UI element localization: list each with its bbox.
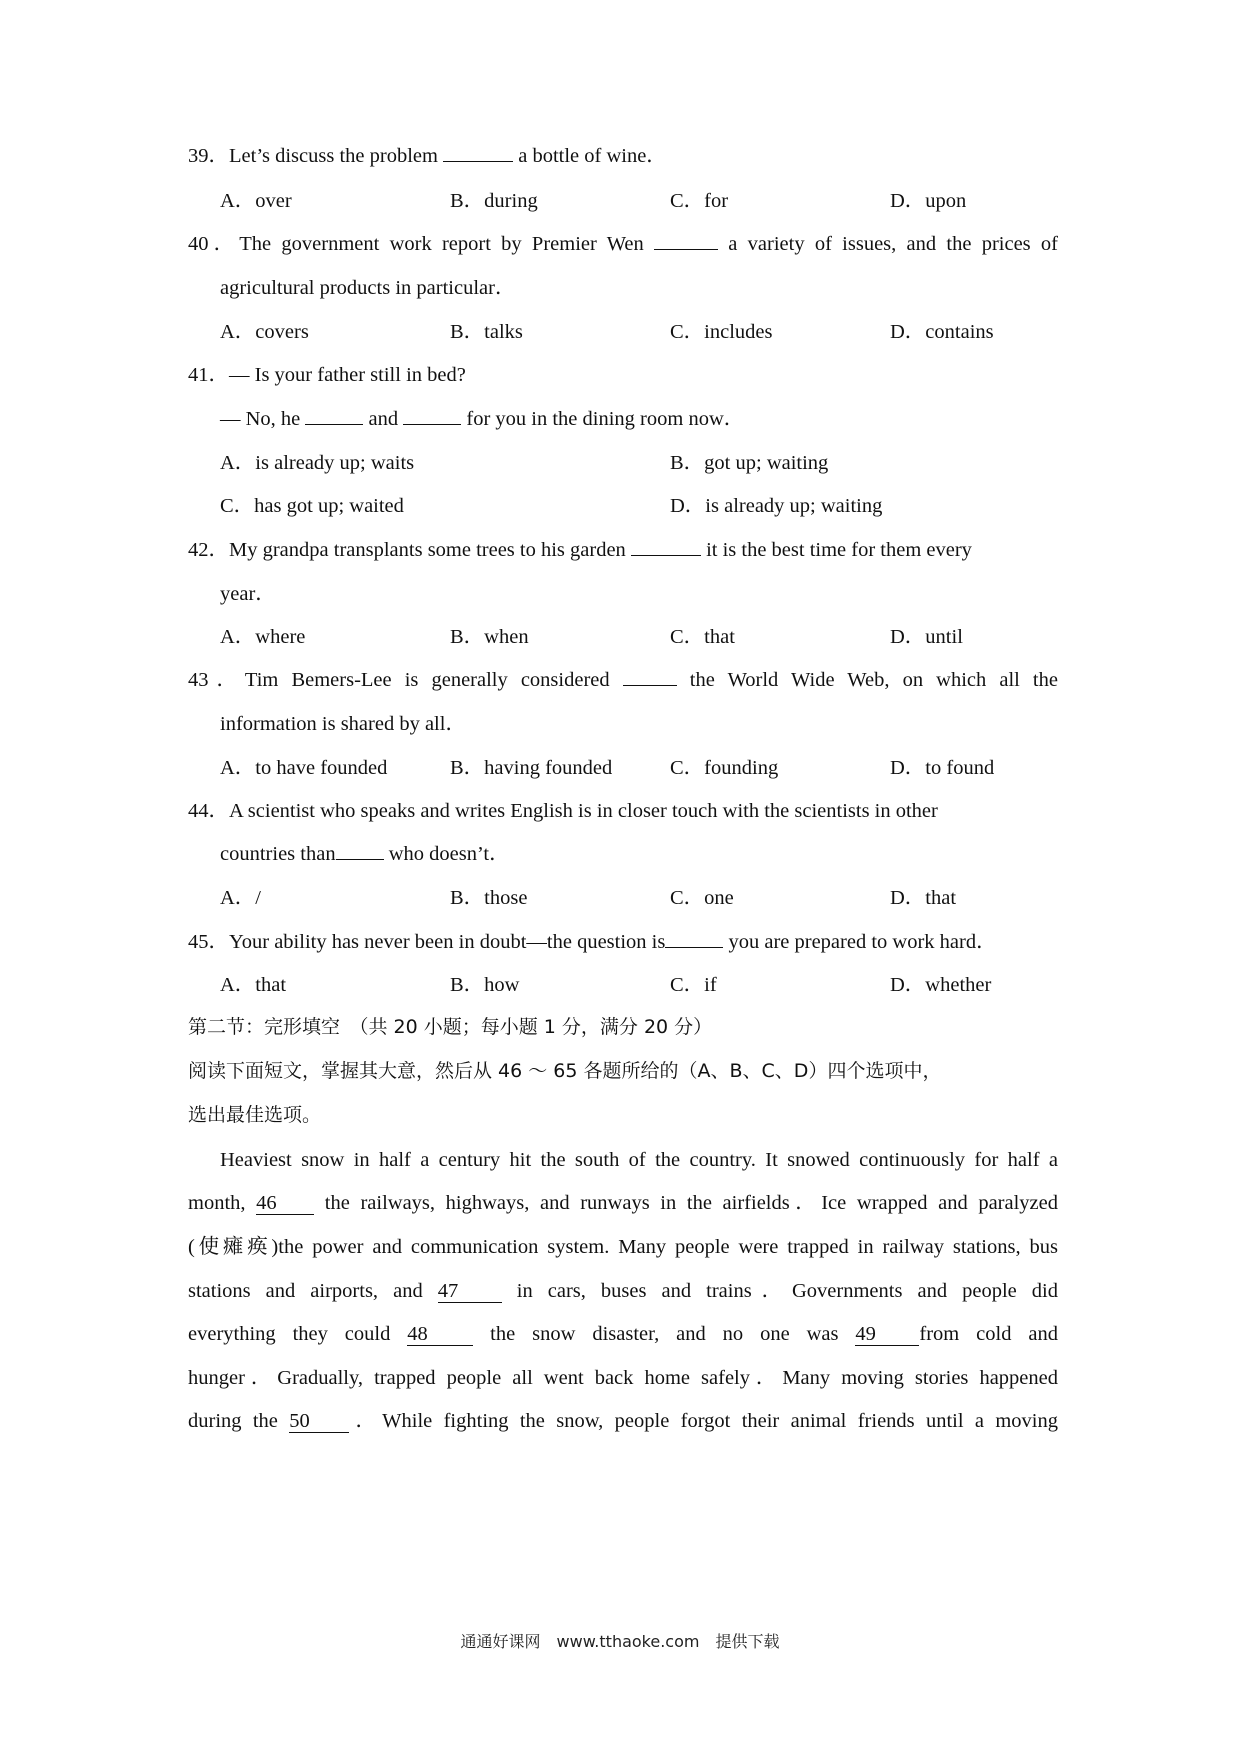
option-a: A．/ (220, 887, 261, 909)
question-41-reply: — No, he and for you in the dining room now． (220, 408, 745, 430)
cloze-blank-47: 47 (438, 1280, 502, 1303)
question-45: 45．Your ability has never been in doubt—the question is you are prepared to work hard． (188, 931, 997, 953)
option-a: A．covers (220, 321, 309, 343)
question-43: 43．Tim Bemers-Lee is generally considered the World Wide Web, on which all the (188, 669, 1058, 691)
question-44: 44．A scientist who speaks and writes English is in closer touch with the scientists in other (188, 800, 938, 822)
question-42: 42．My grandpa transplants some trees to his garden it is the best time for them every (188, 539, 972, 561)
options-42 (220, 622, 1080, 652)
option-b: B．when (450, 626, 529, 648)
option-c: C．has got up; waited (220, 495, 404, 517)
option-d: D．whether (890, 974, 992, 996)
option-b: B．having founded (450, 757, 613, 779)
option-a: A．is already up; waits (220, 452, 415, 474)
options-40 (220, 317, 1080, 347)
option-c: C．one (670, 887, 734, 909)
answer-blank (443, 143, 513, 162)
cloze-blank-46: 46 (256, 1192, 314, 1215)
cloze-blank-50: 50 (289, 1410, 349, 1433)
option-b: B．how (450, 974, 520, 996)
answer-blank (623, 667, 677, 686)
passage-line: everything they could 48 the snow disaster, and no one was 49 from cold and (188, 1323, 1058, 1345)
option-c: C．for (670, 190, 729, 212)
option-d: D．is already up; waiting (670, 495, 883, 517)
options-39 (220, 186, 1080, 216)
option-b: B．talks (450, 321, 523, 343)
option-d: D．until (890, 626, 963, 648)
options-43 (220, 753, 1080, 783)
option-b: B．during (450, 190, 538, 212)
question-39: 39．Let’s discuss the problem a bottle of wine． (188, 145, 667, 167)
cloze-blank-48: 48 (407, 1323, 473, 1346)
section-instruction-2: 选出最佳选项。 (188, 1104, 322, 1126)
option-c: C．includes (670, 321, 773, 343)
passage-line: (使瘫痪)the power and communication system. Many people were trapped in railway stations, bus (188, 1236, 1058, 1258)
option-b: B．those (450, 887, 528, 909)
answer-blank (631, 537, 701, 556)
options-45 (220, 970, 1080, 1000)
options-41-row1 (220, 448, 1080, 478)
passage-line: Heaviest snow in half a century hit the south of the country. It snowed continuously for half a (220, 1149, 1058, 1171)
options-44 (220, 883, 1080, 913)
options-41-row2 (220, 491, 1080, 521)
question-40: 40．The government work report by Premier Wen a variety of issues, and the prices of (188, 233, 1058, 255)
section-instruction: 阅读下面短文，掌握其大意，然后从 46 ～ 65 各题所给的（A、B、C、D）四个选项中， (188, 1060, 942, 1082)
question-40-line2: agricultural products in particular． (220, 277, 516, 299)
passage-line: stations and airports, and 47 in cars, buses and trains．Governments and people did (188, 1280, 1058, 1302)
option-d: D．contains (890, 321, 994, 343)
answer-blank (305, 406, 363, 425)
option-a: A．over (220, 190, 292, 212)
option-c: C．if (670, 974, 717, 996)
passage-line: hunger．Gradually, trapped people all went back home safely．Many moving stories happened (188, 1367, 1058, 1389)
section-heading: 第二节：完形填空 （共 20 小题；每小题 1 分，满分 20 分） (188, 1016, 713, 1038)
page-footer: 通通好课网 www.tthaoke.com 提供下载 (460, 1632, 780, 1651)
option-c: C．that (670, 626, 735, 648)
option-d: D．upon (890, 190, 967, 212)
question-44-line2: countries than who doesn’t． (220, 843, 510, 865)
cloze-blank-49: 49 (855, 1323, 919, 1346)
question-43-line2: information is shared by all． (220, 713, 466, 735)
answer-blank (403, 406, 461, 425)
option-d: D．to found (890, 757, 995, 779)
answer-blank (336, 841, 384, 860)
option-d: D．that (890, 887, 957, 909)
option-b: B．got up; waiting (670, 452, 829, 474)
option-a: A．where (220, 626, 306, 648)
question-42-line2: year． (220, 583, 276, 605)
option-a: A．that (220, 974, 287, 996)
option-c: C．founding (670, 757, 779, 779)
answer-blank (665, 929, 723, 948)
passage-line: during the 50 ．While fighting the snow, people forgot their animal friends until a moving (188, 1410, 1058, 1432)
question-41: 41．— Is your father still in bed? (188, 364, 466, 386)
answer-blank (654, 231, 718, 250)
option-a: A．to have founded (220, 757, 388, 779)
passage-line: month, 46 the railways, highways, and runways in the airfields．Ice wrapped and paralyzed (188, 1192, 1058, 1214)
